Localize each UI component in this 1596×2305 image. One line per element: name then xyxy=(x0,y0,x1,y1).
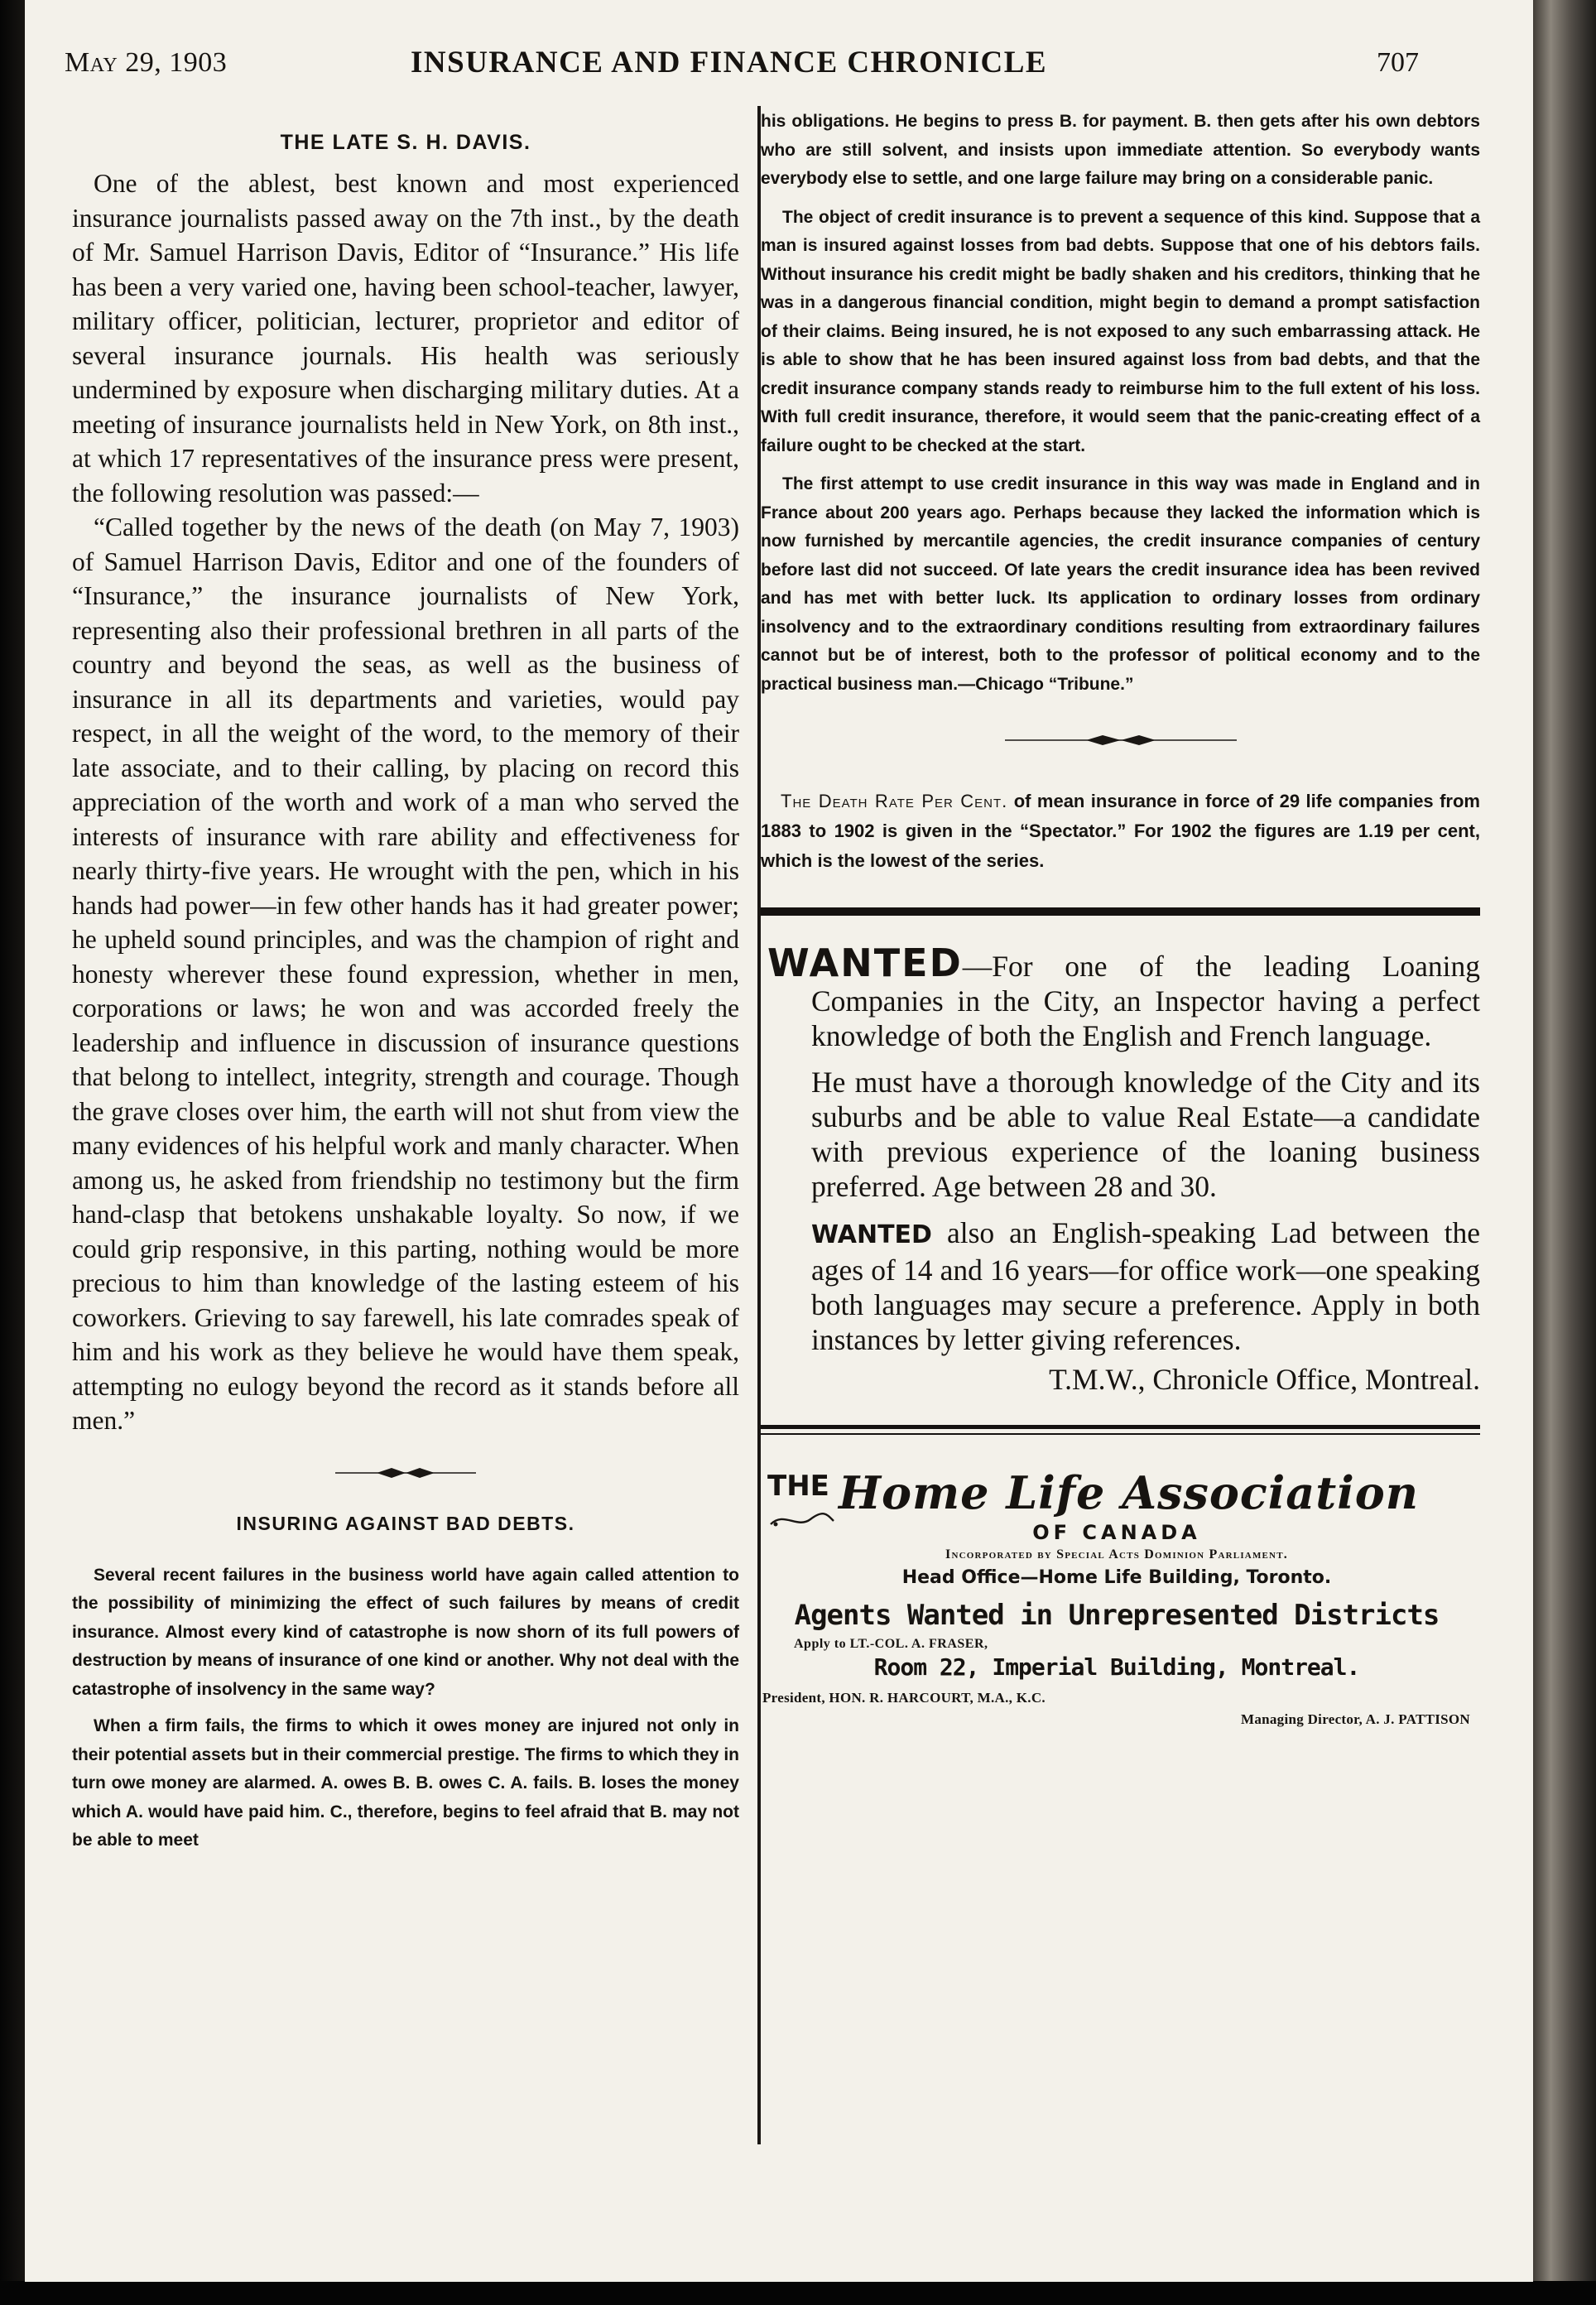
wanted-intro-text: —For one of the leading Loaning Companies in the City, an Inspector having a perfect knowledge of both the English and French language. xyxy=(811,950,1480,1052)
newspaper-page xyxy=(25,0,1533,2282)
death-rate-notice xyxy=(761,787,1480,876)
bad-debts-paragraph: The object of credit insurance is to prevent a sequence of this kind. Suppose that a man is insured against losses from bad debts. Suppose that one of his debtors fails. Without insurance his credit might be badly shaken and his creditors, thinking that he was in a dangerous financial condition, might begin to demand a prompt satisfaction of their claims. Being insured, he is not exposed to any such embarrassing attack. He is able to show that he has been insured against loss from bad debts, and that the credit insurance company stands ready to reimburse him to the full extent of his loss. With full credit insurance, therefore, it would seem that the panic-creating effect of a failure ought to be checked at the start. xyxy=(761,207,1480,455)
ornament-dash-icon xyxy=(1005,732,1237,748)
bad-debts-paragraph: Several recent failures in the business world have again called attention to the possibility of minimizing the effect of such failures by means of credit insurance. Almost every kind of catastrophe is now shorn of its full powers of destruction by means of insurance of one kind or another. Why not deal with the catastrophe of insolvency in the same way? xyxy=(72,1565,739,1699)
home-life-the: THE xyxy=(767,1470,829,1503)
wanted-requirements: He must have a thorough knowledge of the City and its suburbs and be able to value Real Estate—a candidate with previous experience of the loaning business preferred. Age between 28 and 30. xyxy=(811,1066,1480,1203)
article-title-bad-debts: INSURING AGAINST BAD DEBTS. xyxy=(236,1512,575,1534)
home-life-apply: Apply to LT.-COL. A. FRASER, xyxy=(794,1637,988,1651)
home-life-president: President, HON. R. HARCOURT, M.A., K.C. xyxy=(762,1690,1046,1706)
home-life-advertisement xyxy=(761,1458,1480,1727)
wanted-second-heading: WANTED xyxy=(811,1220,932,1249)
bad-debts-paragraph: The first attempt to use credit insurance in this way was made in England and in France about 200 years ago. Perhaps because they lacked the information which is now furnished by mercantile agencies, the credit insurance companies of century before last did not succeed. Of late years the credit insurance idea has been revived and has met with better luck. Its application to ordinary losses from ordinary insolvency and to the extraordinary conditions resulting from extraordinary failures cannot but be of interest, both to the professor of political economy and to the practical business man.—Chicago “Tribune.” xyxy=(761,474,1480,694)
home-life-managing-director: Managing Director, A. J. PATTISON xyxy=(1240,1711,1470,1727)
home-life-country: OF CANADA xyxy=(1032,1521,1201,1544)
advertisement-divider xyxy=(761,907,1480,916)
section-ornament xyxy=(72,1450,739,1496)
home-life-agents-wanted: Agents Wanted in Unrepresented Districts xyxy=(794,1599,1440,1632)
death-rate-lead: The Death Rate Per Cent. xyxy=(781,791,1008,811)
book-spine-edge xyxy=(1531,0,1596,2305)
home-life-room: Room 22, Imperial Building, Montreal. xyxy=(873,1653,1360,1681)
article-title-davis: THE LATE S. H. DAVIS. xyxy=(280,131,531,154)
davis-paragraph: One of the ablest, best known and most experienced insurance journalists passed away on the 7th inst., by the death of Mr. Samuel Harrison Davis, Editor of “Insurance.” His life has been a very varied one, having been school-teacher, lawyer, military officer, politician, lecturer, proprietor and editor of several insurance journals. His health was seriously undermined by exposure when discharging military duties. At a meeting of insurance journalists held in New York, on 8th inst., at which 17 representatives of the insurance press were present, the following resolution was passed:— xyxy=(72,169,739,508)
davis-resolution-paragraph: “Called together by the news of the death (on May 7, 1903) of Samuel Harrison Davis, Editor and one of the founders of “Insurance,” the insurance journalists of New York, representing also their professional brethren in all parts of the country and beyond the seas, as well as the business of insurance in all its departments and varieties, would pay respect, in all the weight of the word, to the memory of their late associate, and to their calling, by placing on record this appreciation of the worth and work of a man who served the interests of insurance with rare ability and effectiveness for nearly thirty-five years. He wrought with the pen, which in his hands had power—in few other hands has it had greater power; he upheld sound principles, and was the champion of right and honesty wherever these found expression, whether in men, corporations or laws; he won and was accorded freely the leadership and influence in discussion of insurance questions that belong to intellect, integrity, strength and courage. Though the grave closes over him, the earth will not shut from view the many evidences of his helpful work and manly character. When among us, he asked from friendship no testimony but the firm hand-clasp that betokens unshakable loyalty. So now, if we could grip responsive, in this parting, nothing would be more precious to him than knowledge of the lasting esteem of his coworkers. Grieving to say farewell, his late comrades speak of him and his work as they believe he would have them speak, attempting no eulogy beyond the record as it stands before all men.” xyxy=(72,512,739,1435)
home-life-name: Home Life Association xyxy=(839,1466,1420,1519)
death-rate-text: of mean insurance in force of 29 life companies from 1883 to 1902 is given in the “Spectator.” For 1902 the figures are 1.19 per cent, which is the lowest of the series. xyxy=(761,791,1480,871)
publication-title: INSURANCE AND FINANCE CHRONICLE xyxy=(411,46,1048,79)
wanted-signature: T.M.W., Chronicle Office, Montreal. xyxy=(1049,1363,1480,1396)
page-number: 707 xyxy=(1377,47,1419,78)
wanted-second xyxy=(767,1215,1480,1357)
wanted-heading: WANTED xyxy=(767,941,963,985)
wanted-second-text: also an English-speaking Lad between the ages of 14 and 16 years—for office work—one speaking both languages may secure a preference. Apply in both instances by letter giving references. xyxy=(811,1216,1480,1356)
scan-margin-bottom xyxy=(0,2281,1596,2305)
home-life-incorporation: Incorporated by Special Acts Dominion Parliament. xyxy=(945,1547,1288,1562)
bad-debts-continuation: his obligations. He begins to press B. for payment. B. then gets after his own debtors who are still solvent, and insists upon immediate attention. So everybody wants everybody else to settle, and one large failure may bring on a considerable panic. xyxy=(761,112,1480,188)
wanted-intro xyxy=(767,941,1480,1053)
wanted-advertisement xyxy=(761,941,1480,1397)
issue-date: May 29, 1903 xyxy=(65,47,228,78)
ornament-dash-icon xyxy=(335,1465,476,1481)
left-column xyxy=(72,131,739,1855)
right-column xyxy=(761,108,1480,1727)
home-life-head-office: Head Office—Home Life Building, Toronto. xyxy=(901,1567,1332,1588)
advertisement-divider xyxy=(761,1425,1480,1435)
section-ornament xyxy=(761,717,1480,763)
bad-debts-paragraph: When a firm fails, the firms to which it owes money are injured not only in their potential assets but in their commercial prestige. The firms to which they in turn owe money are alarmed. A. owes B. B. owes C. A. fails. B. loses the money which A. would have paid him. C., therefore, begins to feel afraid that B. may not be able to meet xyxy=(72,1716,739,1850)
scan-margin-left xyxy=(0,0,25,2305)
